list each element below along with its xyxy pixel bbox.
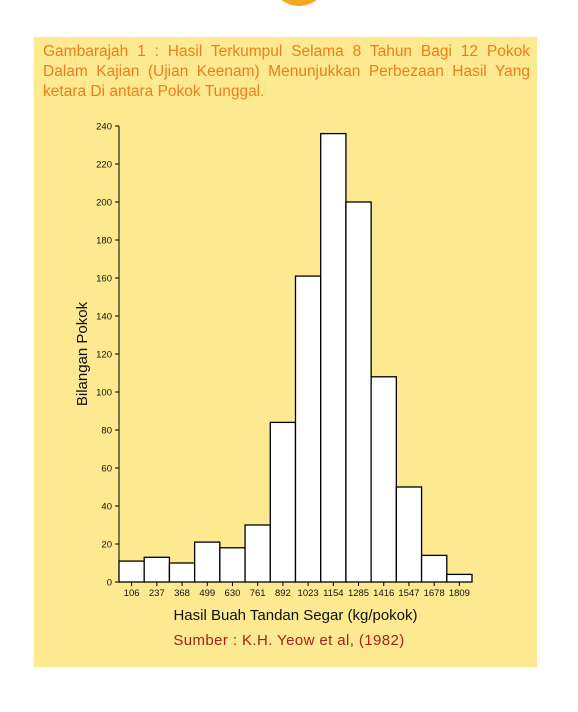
histogram-bar-499 — [195, 542, 220, 582]
y-tick-label: 180 — [96, 235, 112, 247]
x-tick-label: 1547 — [398, 588, 420, 599]
y-tick-label: 0 — [106, 577, 112, 589]
x-tick-label: 892 — [274, 588, 291, 599]
x-tick-label: 499 — [199, 588, 216, 599]
x-tick-label: 237 — [148, 588, 165, 599]
figure-caption: Gambarajah 1 : Hasil Terkumpul Selama 8 Tahun Bagi 12 Pokok Dalam Kajian (Ujian Keenam) Menunjukkan Perbezaan Hasil Yang ketara Di antara Pokok Tunggal. — [43, 43, 530, 100]
y-tick-label: 160 — [96, 273, 112, 285]
y-tick-label: 20 — [101, 539, 112, 551]
histogram-bar-761 — [245, 525, 270, 582]
x-tick-label: 1154 — [323, 588, 344, 599]
x-axis-label: Hasil Buah Tandan Segar (kg/pokok) — [173, 607, 418, 624]
y-tick-label: 40 — [101, 501, 112, 513]
histogram-bar-1416 — [371, 377, 396, 582]
bars-group — [119, 134, 472, 582]
x-tick-label: 1678 — [423, 588, 445, 599]
y-tick-label: 200 — [96, 197, 112, 209]
histogram-bar-106 — [119, 561, 144, 582]
x-tick-label: 1416 — [373, 588, 395, 599]
histogram-bar-892 — [270, 422, 295, 582]
y-axis-label: Bilangan Pokok — [74, 301, 91, 407]
x-tick-label: 630 — [224, 588, 241, 599]
y-tick-label: 220 — [96, 159, 112, 171]
x-tick-label: 106 — [123, 588, 140, 599]
y-tick-label: 100 — [96, 387, 112, 399]
histogram-bar-368 — [169, 563, 194, 582]
x-tick-label: 1285 — [347, 588, 370, 599]
x-tick-label: 761 — [249, 588, 266, 599]
y-tick-label: 60 — [101, 463, 112, 475]
x-tick-label: 368 — [174, 588, 190, 599]
histogram-bar-237 — [144, 557, 169, 582]
histogram-bar-1154 — [321, 134, 346, 582]
histogram-bar-1023 — [296, 276, 321, 582]
y-axis-ticks — [96, 122, 119, 589]
histogram-bar-1678 — [422, 555, 447, 582]
x-axis-ticks — [124, 582, 470, 599]
x-tick-label: 1023 — [297, 588, 319, 599]
x-tick-label: 1809 — [448, 588, 470, 599]
y-tick-label: 240 — [96, 121, 112, 133]
y-tick-label: 80 — [101, 425, 112, 437]
y-tick-label: 140 — [96, 311, 112, 323]
histogram-bar-1809 — [447, 574, 472, 582]
histogram-bar-1285 — [346, 202, 371, 582]
histogram-bar-1547 — [396, 487, 421, 582]
y-tick-label: 120 — [96, 349, 112, 361]
histogram-bar-630 — [220, 548, 245, 582]
source-citation: Sumber : K.H. Yeow et al, (1982) — [173, 632, 405, 649]
